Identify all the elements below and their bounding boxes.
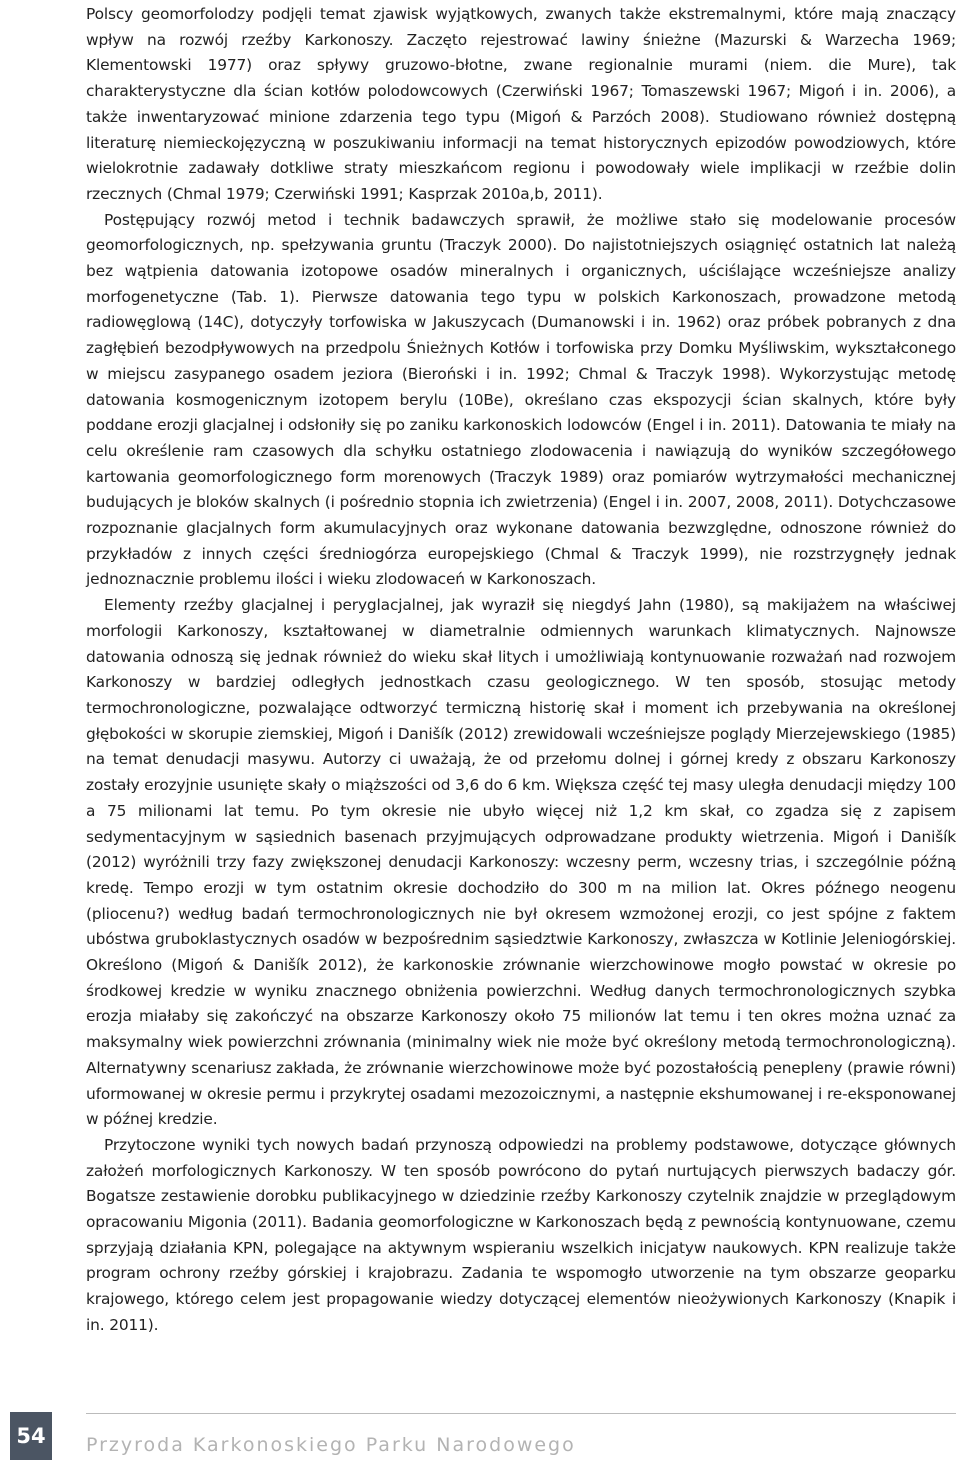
- paragraph-1: Polscy geomorfolodzy podjęli temat zjawisk wyjątkowych, zwanych także ekstremalnymi, które mają znaczący wpływ na rozwój rzeźby Karkonoszy. Zaczęto rejestrować lawiny śnieżne (Mazurski & Warzecha 1969; Klementowski 1977) oraz spływy gruzowo-błotne, zwane regionalnie murami (niem. die Mure), tak charakterystyczne dla ścian kotłów polodowcowych (Czerwiński 1967; Tomaszewski 1967; Migoń i in. 2006), a także inwentaryzować minione zdarzenia tego typu (Migoń & Parzóch 2008). Studiowano również dostępną literaturę niemieckojęzyczną w poszukiwaniu informacji na temat historycznych epizodów powodziowych, które wielokrotnie zadawały dotkliwe straty mieszkańcom regionu i powodowały wiele implikacji w rzeźbie dolin rzecznych (Chmal 1979; Czerwiński 1991; Kasprzak 2010a,b, 2011).: [86, 5, 956, 203]
- paragraph-4: Przytoczone wyniki tych nowych badań przynoszą odpowiedzi na problemy podstawowe, dotyczące głównych założeń morfologicznych Karkonoszy. W ten sposób powrócono do pytań nurtujących pierwszych badaczy gór. Bogatsze zestawienie dorobku publikacyjnego w dziedzinie rzeźby Karkonoszy czytelnik znajdzie w przeglądowym opracowaniu Migonia (2011). Badania geomorfologiczne w Karkonoszach będą z pewnością kontynuowane, czemu sprzyjają działania KPN, polegające na aktywnym wspieraniu wszelkich inicjatyw naukowych. KPN realizuje także program ochrony rzeźby górskiej i krajobrazu. Zadania te wspomogło utworzenie na tym obszarze geoparku krajowego, którego celem jest propagowanie wiedzy dotyczącej elementów nieożywionych Karkonoszy (Knapik i in. 2011).: [86, 1135, 956, 1334]
- article-body: [86, 2, 956, 1339]
- page-number: 54: [10, 1412, 52, 1460]
- publication-title: Przyroda Karkonoskiego Parku Narodowego: [86, 1434, 576, 1456]
- paragraph-3: Elementy rzeźby glacjalnej i peryglacjalnej, jak wyraził się niegdyś Jahn (1980), są makijażem na właściwej morfologii Karkonoszy, kształtowanej w diametralnie odmiennych warunkach klimatycznych. Najnowsze datowania odnoszą się jednak również do wieku skał litych i umożliwiają kontynuowanie rozważań nad rozwojem Karkonoszy w bardziej odległych jednostkach czasu geologicznego. W ten sposób, stosując metody termochronologiczne, pozwalające odtworzyć termiczną historię skał i moment ich przebywania na określonej głębokości w skorupie ziemskiej, Migoń i Danišík (2012) zrewidowali wcześniejsze poglądy Mierzejewskiego (1985) na temat denudacji masywu. Autorzy ci uważają, że od przełomu dolnej i górnej kredy z obszaru Karkonoszy zostały erozyjnie usunięte skały o miąższości od 3,6 do 6 km. Większa część tej masy uległa denudacji między 100 a 75 milionami lat temu. Po tym okresie nie ubyło więcej niż 1,2 km skał, co zgadza się z zapisem sedymentacyjnym w sąsiednich basenach przyjmujących odprowadzane produkty wietrzenia. Migoń i Danišík (2012) wyróżnili trzy fazy zwiększonej denudacji Karkonoszy: wczesny perm, wczesny trias, i szczególnie późną kredę. Tempo erozji w tym ostatnim okresie dochodziło do 300 m na milion lat. Okres późnego neogenu (pliocenu?) według badań termochronologicznych nie był okresem wzmożonej erozji, co jest spójne z faktem ubóstwa gruboklastycznych osadów w bezpośrednim sąsiedztwie Karkonoszy, zwłaszcza w Kotlinie Jeleniogórskiej. Określono (Migoń & Danišík 2012), że karkonoskie zrównanie wierzchowinowe mogło powstać w okresie po środkowej kredzie w wyniku znacznego obniżenia powierzchni. Według danych termochronologicznych szybka erozja miałaby się zakończyć na obszarze Karkonoszy około 75 milionów lat temu i ten okres można uznać za maksymalny wiek powierzchni zrównania (minimalny wiek nie może być określony metodą termochronologiczną). Alternatywny scenariusz zakłada, że zrównanie wierzchowinowe może być pozostałością penepleny (prawie równi) uformowanej w okresie permu i przykrytej osadami mezozoicznymi, a następnie ekshumowanej i re-eksponowanej w późnej kredzie.: [86, 596, 956, 1129]
- paragraph-2: Postępujący rozwój metod i technik badawczych sprawił, że możliwe stało się modelowanie procesów geomorfologicznych, np. spełzywania gruntu (Traczyk 2000). Do najistotniejszych osiągnięć ostatnich lat należą bez wątpienia datowania izotopowe osadów mineralnych i organicznych, uściślające wcześniejsze analizy morfogenetyczne (Tab. 1). Pierwsze datowania tego typu w polskich Karkonoszach, prowadzone metodą radiowęglową (14C), dotyczyły torfowiska w Jakuszycach (Dumanowski i in. 1962) oraz próbek pobranych z dna zagłębień bezodpływowych na przedpolu Śnieżnych Kotłów i torfowiska przy Domku Myśliwskim, wykształconego w miejscu zasypanego osadem jeziora (Bieroński i in. 1992; Chmal & Traczyk 1998). Wykorzystując metodę datowania kosmogenicznym izotopem berylu (10Be), określano czas ekspozycji ścian skalnych, które były poddane erozji glacjalnej i odsłoniły się po zaniku karkonoskich lodowców (Engel i in. 2011). Datowania te miały na celu określenie ram czasowych dla schyłku ostatniego zlodowacenia i nawiązują do wyników szczegółowego kartowania geomorfologicznego form morenowych (Traczyk 1989) oraz pomiarów wytrzymałości mechanicznej budujących je bloków skalnych (i pośrednio stopnia ich zwietrzenia) (Engel i in. 2007, 2008, 2011). Dotychczasowe rozpoznanie glacjalnych form akumulacyjnych oraz wykonane datowania bezwzględne, odnoszone również do przykładów z innych części średniogórza europejskiego (Chmal & Traczyk 1999), nie rozstrzygnęły jednak jednoznacznie problemu ilości i wieku zlodowaceń w Karkonoszach.: [86, 210, 956, 589]
- footer-divider: [86, 1413, 956, 1414]
